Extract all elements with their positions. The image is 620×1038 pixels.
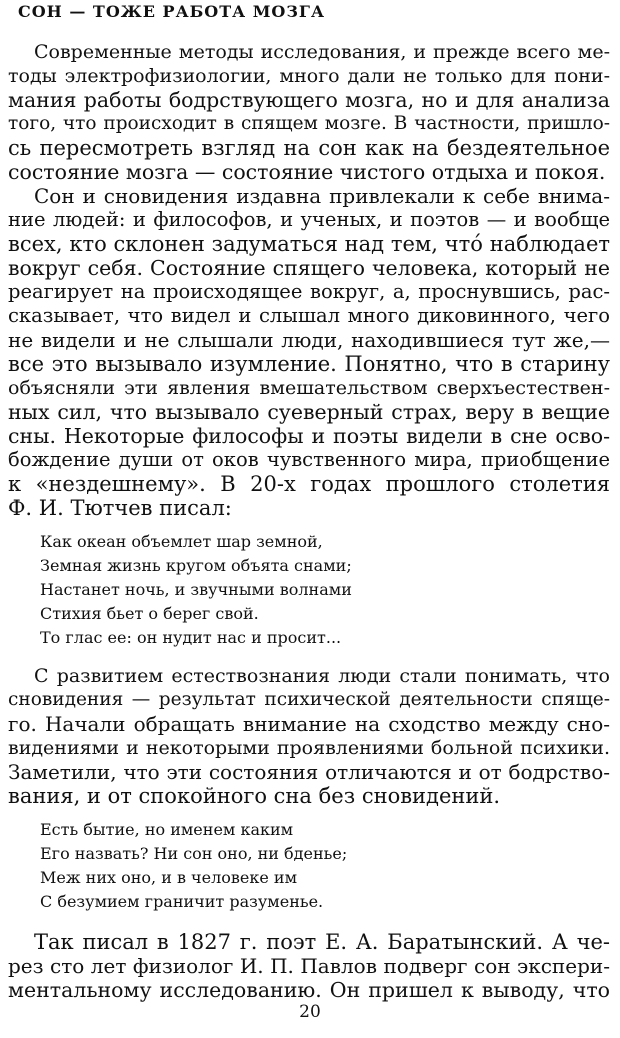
text-line: сны. Некоторые философы и поэты видели в сне осво- (8, 424, 610, 448)
verse-baratynsky (40, 818, 460, 914)
text-line: го. Начали обращать внимание на сходство между сно- (8, 712, 610, 736)
text-line: вокруг себя. Состояние спящего человека, который не (8, 256, 610, 280)
verse-line: Его назвать? Ни сон оно, ни бденье; (40, 844, 348, 863)
verse-line: Есть бытие, но именем каким (40, 820, 294, 839)
verse-line: Настанет ночь, и звучными волнами (40, 580, 352, 599)
text-line: Так писал в 1827 г. поэт Е. А. Баратынский. А че- (34, 930, 610, 954)
text-line: видениями и некоторыми проявлениями больной психики. (8, 737, 610, 759)
verse-tyutchev (40, 530, 460, 650)
text-line: сновидения — результат психической деятельности спяще- (8, 689, 610, 710)
text-line: Современные методы исследования, и прежде всего ме- (34, 41, 610, 63)
text-line: сь пересмотреть взгляд на сон как на бездеятельное (8, 136, 610, 160)
text-line: ментальному исследованию. Он пришел к выводу, что (8, 978, 610, 1002)
text-line: того, что происходит в спящем мозге. В частности, пришло- (8, 113, 610, 134)
verse-line: Земная жизнь кругом объята снами; (40, 556, 352, 575)
text-line: не видели и не слышали люди, находившиеся тут же,— (8, 328, 610, 352)
verse-line: С безумием граничит разуменье. (40, 892, 324, 911)
paragraph-1 (8, 40, 610, 184)
text-line: рез сто лет физиолог И. П. Павлов подверг сон экспери- (8, 954, 610, 978)
text-line: все это вызывало изумление. Понятно, что в старину (8, 352, 610, 376)
text-line: Сон и сновидения издавна привлекали к себе внима- (34, 184, 610, 208)
text-line: объясняли эти явления вмешательством сверхъестествен- (8, 377, 610, 399)
text-line: к «нездешнему». В 20-х годах прошлого столетия (8, 472, 610, 496)
section-heading: СОН — ТОЖЕ РАБОТА МОЗГА (18, 2, 325, 21)
paragraph-4 (8, 930, 610, 1002)
paragraph-2 (8, 184, 610, 520)
text-line: состояние мозга — состояние чистого отдыха и покоя. (8, 160, 606, 184)
text-line: ных сил, что вызывало суеверный страх, веру в вещие (8, 400, 610, 424)
text-line: ние людей: и философов, и ученых, и поэтов — и вообще (8, 208, 610, 231)
text-line: сказывает, что видел и слышал много диковинного, чего (8, 304, 610, 327)
page-number: 20 (299, 1002, 321, 1022)
text-line: С развитием естествознания люди стали понимать, что (34, 665, 610, 687)
verse-line: Меж них оно, и в человеке им (40, 868, 298, 887)
paragraph-3 (8, 664, 610, 808)
text-line: всех, кто склонен задуматься над тем, что́ наблюдает (8, 232, 610, 256)
text-line: Ф. И. Тютчев писал: (8, 496, 232, 520)
text-line: тоды электрофизиологии, много дали не только для пони- (8, 65, 610, 87)
text-line: реагирует на происходящее вокруг, а, проснувшись, рас- (8, 280, 610, 303)
text-line: вания, и от спокойного сна без сновидений. (8, 784, 501, 808)
verse-line: Стихия бьет о берег свой. (40, 604, 259, 623)
text-line: Заметили, что эти состояния отличаются и от бодрство- (8, 760, 610, 784)
text-line: бождение души от оков чувственного мира, приобщение (8, 448, 610, 471)
verse-line: То глас ее: он нудит нас и просит... (40, 628, 342, 647)
text-line: мания работы бодрствующего мозга, но и для анализа (8, 88, 610, 112)
verse-line: Как океан объемлет шар земной, (40, 532, 323, 551)
